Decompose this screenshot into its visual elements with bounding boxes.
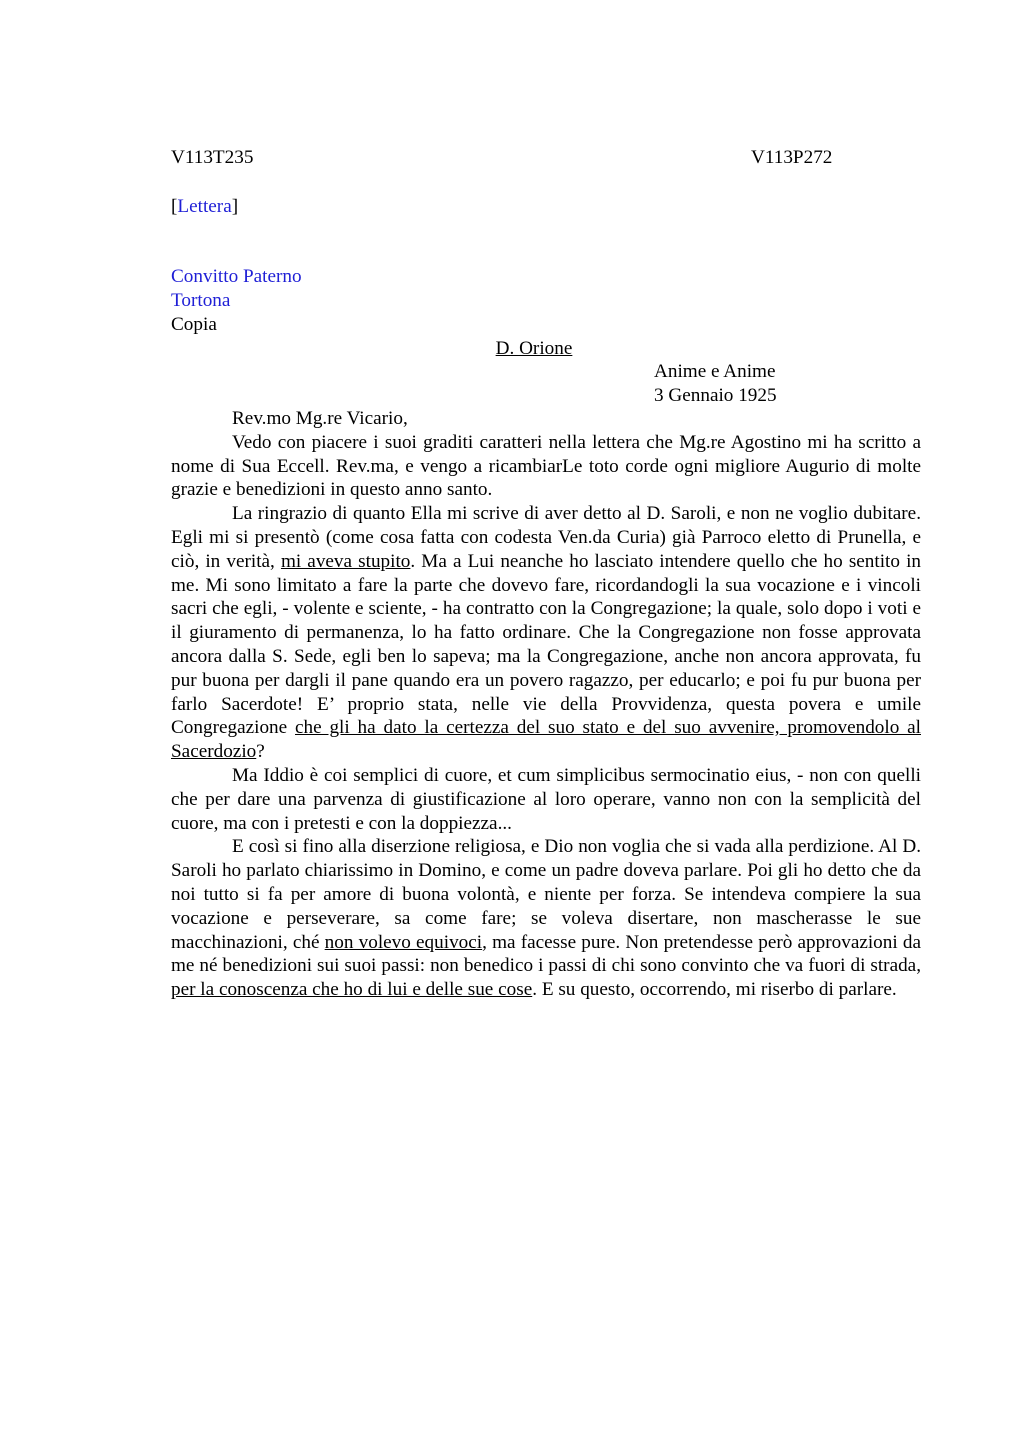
document-code-right: V113P272 — [751, 147, 833, 168]
underlined-phrase: non volevo equivoci — [324, 931, 483, 953]
document-code-left: V113T235 — [171, 147, 254, 168]
salutation: Rev.mo Mg.re Vicario, — [232, 408, 408, 429]
underlined-phrase: per la conoscenza che ho di lui e delle sue cose — [171, 979, 533, 1001]
sender-block — [171, 265, 302, 336]
sender-institution: Convitto Paterno — [171, 266, 302, 287]
paragraph-4: E così si fino alla diserzione religiosa, e Dio non voglia che si vada alla perdizione. Al D. Saroli ho parlato chiarissimo in Domino, e come un padre doveva parlare. Poi gli ho detto che da noi tutto si fa per amore di buona volontà, e niente per forza. Se intendeva compiere la sua vocazione e perseverare, sa come fare; se voleva disertare, non mascherasse le sue macchinazioni, ché non volevo equivoci, ma facesse pure. Non pretendesse però approvazioni da me né benedizioni sui suoi passi: non benedico i passi di chi sono convinto che va fuori di strada, per la conoscenza che ho di lui e delle sue cose. E su questo, occorrendo, mi riserbo di parlare. — [171, 836, 921, 1001]
document-type: [Lettera] — [171, 196, 239, 217]
motto: Anime e Anime — [654, 361, 776, 382]
copy-note: Copia — [171, 313, 217, 335]
paragraph-3: Ma Iddio è coi semplici di cuore, et cum simplicibus sermocinatio eius, - non con quelli che per dare una parvenza di giustificazione al loro operare, vanno non con la semplicità del cuore, ma con i pretesti e con la doppiezza... — [171, 764, 921, 834]
letter-date: 3 Gennaio 1925 — [654, 384, 777, 406]
paragraph-2: La ringrazio di quanto Ella mi scrive di aver detto al D. Saroli, e non ne voglio dubitare. Egli mi si presentò (come cosa fatta con codesta Ven.da Curia) già Parroco eletto di Prunella, e ciò, in verità, mi aveva stupito. Ma a Lui neanche ho lasciato intendere quello che ho sentito in me. Mi sono limitato a fare la parte che dovevo fare, ricordandogli la sua vocazione e i vincoli sacri che egli, - volente e sciente, - ha contratto con la Congregazione; la quale, solo dopo i voti e il giuramento di permanenza, lo ha fatto ordinare. Che la Congregazione non fosse approvata ancora dalla S. Sede, egli ben lo sapeva; ma la Congregazione, anche non ancora approvata, fu pur buona per dargli il pane quando era un povero ragazzo, per educarlo; e poi fu pur buona per farlo Sacerdote! E’ proprio stata, nelle vie della Provvidenza, questa povera e umile Congregazione che gli ha dato la certezza del suo stato e del suo avvenire, promovendolo al Sacerdozio? — [171, 503, 922, 763]
motto-and-date — [654, 360, 777, 408]
paragraph-1: Vedo con piacere i suoi graditi caratteri nella lettera che Mg.re Agostino mi ha scritto a nome di Sua Eccell. Rev.ma, e vengo a ricambiarLe toto corde ogni migliore Augurio di molte grazie e benedizioni in questo anno santo. — [171, 431, 921, 501]
sender-city: Tortona — [171, 289, 231, 311]
letter-body — [171, 407, 921, 1002]
author-signature: D. Orione — [495, 338, 573, 359]
underlined-phrase: che gli ha dato la certezza del suo stato e del suo avvenire, promovendolo al Sacerdozio — [171, 717, 921, 763]
document-type-label: Lettera — [177, 196, 232, 217]
underlined-phrase: mi aveva stupito — [280, 550, 411, 572]
